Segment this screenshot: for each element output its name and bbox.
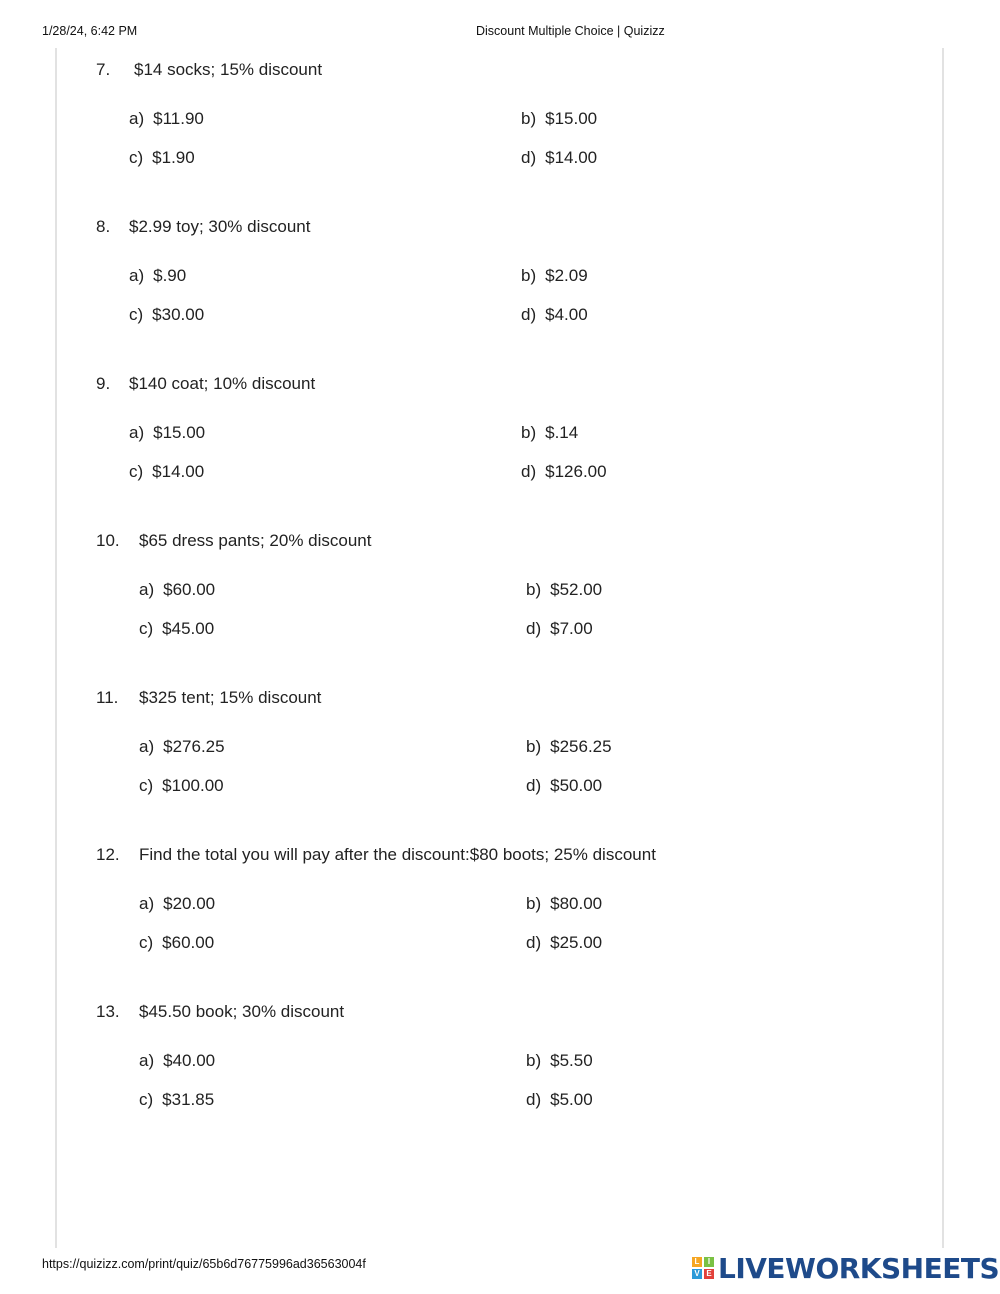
answer-option-b[interactable] (526, 894, 602, 914)
option-value: $5.50 (550, 1051, 593, 1070)
option-value: $126.00 (545, 462, 607, 481)
answer-option-b[interactable] (526, 1051, 593, 1071)
option-value: $7.00 (550, 619, 593, 638)
answer-option-c[interactable] (139, 619, 214, 639)
option-letter: a) (139, 1051, 155, 1070)
answer-option-d[interactable] (521, 462, 607, 482)
liveworksheets-logo-icon: L I V E (692, 1257, 714, 1279)
answer-option-d[interactable] (521, 148, 597, 168)
answer-option-b[interactable] (521, 266, 588, 286)
option-value: $15.00 (153, 423, 206, 442)
option-letter: b) (521, 266, 537, 285)
question-text: Find the total you will pay after the discount:$80 boots; 25% discount (139, 845, 656, 864)
option-letter: d) (521, 462, 537, 481)
brand-wordmark: LIVEWORKSHEETS (718, 1251, 1000, 1285)
option-value: $60.00 (163, 580, 216, 599)
option-value: $40.00 (163, 1051, 216, 1070)
option-value: $20.00 (163, 894, 216, 913)
answer-option-a[interactable] (139, 1051, 215, 1071)
answer-option-a[interactable] (139, 580, 215, 600)
answer-option-b[interactable] (521, 423, 578, 443)
option-value: $31.85 (162, 1090, 215, 1109)
answer-option-d[interactable] (526, 776, 602, 796)
answer-option-b[interactable] (526, 737, 612, 757)
answer-option-d[interactable] (526, 619, 593, 639)
left-margin-rule (55, 48, 57, 1248)
question-text: $140 coat; 10% discount (129, 374, 316, 393)
page-title: Discount Multiple Choice | Quizizz (476, 24, 665, 38)
option-letter: c) (129, 305, 144, 324)
option-letter: d) (526, 933, 542, 952)
option-letter: b) (521, 109, 537, 128)
question-number: 7. (96, 60, 111, 79)
option-value: $276.25 (163, 737, 225, 756)
option-value: $2.09 (545, 266, 588, 285)
question-number: 12. (96, 845, 120, 864)
option-value: $100.00 (162, 776, 224, 795)
answer-option-d[interactable] (526, 1090, 593, 1110)
option-letter: c) (129, 462, 144, 481)
option-letter: b) (521, 423, 537, 442)
question-number: 10. (96, 531, 120, 550)
answer-option-c[interactable] (139, 933, 214, 953)
answer-option-d[interactable] (521, 305, 588, 325)
liveworksheets-logo (692, 1252, 999, 1284)
option-value: $14.00 (545, 148, 598, 167)
option-letter: b) (526, 580, 542, 599)
option-letter: d) (526, 619, 542, 638)
option-value: $30.00 (152, 305, 205, 324)
option-letter: d) (526, 776, 542, 795)
option-value: $80.00 (550, 894, 603, 913)
option-value: $4.00 (545, 305, 588, 324)
option-letter: a) (129, 109, 145, 128)
answer-option-d[interactable] (526, 933, 602, 953)
option-value: $256.25 (550, 737, 612, 756)
question-number: 9. (96, 374, 111, 393)
option-value: $25.00 (550, 933, 603, 952)
option-value: $.14 (545, 423, 579, 442)
option-letter: a) (129, 423, 145, 442)
option-letter: c) (139, 1090, 154, 1109)
question-text: $14 socks; 15% discount (134, 60, 323, 79)
option-letter: b) (526, 1051, 542, 1070)
answer-option-c[interactable] (139, 776, 224, 796)
answer-option-c[interactable] (129, 148, 195, 168)
option-letter: a) (129, 266, 145, 285)
question-text: $65 dress pants; 20% discount (139, 531, 372, 550)
option-value: $11.90 (153, 109, 204, 128)
option-letter: a) (139, 894, 155, 913)
answer-option-a[interactable] (129, 266, 186, 286)
option-letter: b) (526, 894, 542, 913)
option-value: $50.00 (550, 776, 603, 795)
option-value: $15.00 (545, 109, 598, 128)
option-value: $45.00 (162, 619, 215, 638)
question-number: 11. (96, 688, 119, 707)
option-letter: c) (129, 148, 144, 167)
answer-option-c[interactable] (129, 462, 204, 482)
answer-option-a[interactable] (139, 894, 215, 914)
option-value: $1.90 (152, 148, 195, 167)
question-text: $2.99 toy; 30% discount (129, 217, 311, 236)
option-letter: a) (139, 580, 155, 599)
option-letter: d) (521, 148, 537, 167)
option-value: $.90 (153, 266, 187, 285)
option-value: $52.00 (550, 580, 603, 599)
option-value: $14.00 (152, 462, 205, 481)
page-url[interactable]: https://quizizz.com/print/quiz/65b6d76775996ad36563004f (42, 1257, 366, 1271)
option-letter: d) (526, 1090, 542, 1109)
option-value: $5.00 (550, 1090, 593, 1109)
answer-option-c[interactable] (139, 1090, 214, 1110)
answer-option-b[interactable] (521, 109, 597, 129)
answer-option-b[interactable] (526, 580, 602, 600)
answer-option-c[interactable] (129, 305, 204, 325)
option-letter: a) (139, 737, 155, 756)
option-value: $60.00 (162, 933, 215, 952)
right-margin-rule (942, 48, 944, 1248)
option-letter: d) (521, 305, 537, 324)
answer-option-a[interactable] (129, 423, 205, 443)
answer-option-a[interactable] (139, 737, 225, 757)
question-text: $45.50 book; 30% discount (139, 1002, 345, 1021)
question-number: 8. (96, 217, 111, 236)
option-letter: c) (139, 776, 154, 795)
answer-option-a[interactable] (129, 109, 204, 129)
question-number: 13. (96, 1002, 120, 1021)
option-letter: b) (526, 737, 542, 756)
option-letter: c) (139, 619, 154, 638)
question-text: $325 tent; 15% discount (139, 688, 322, 707)
option-letter: c) (139, 933, 154, 952)
print-datetime: 1/28/24, 6:42 PM (42, 24, 138, 38)
